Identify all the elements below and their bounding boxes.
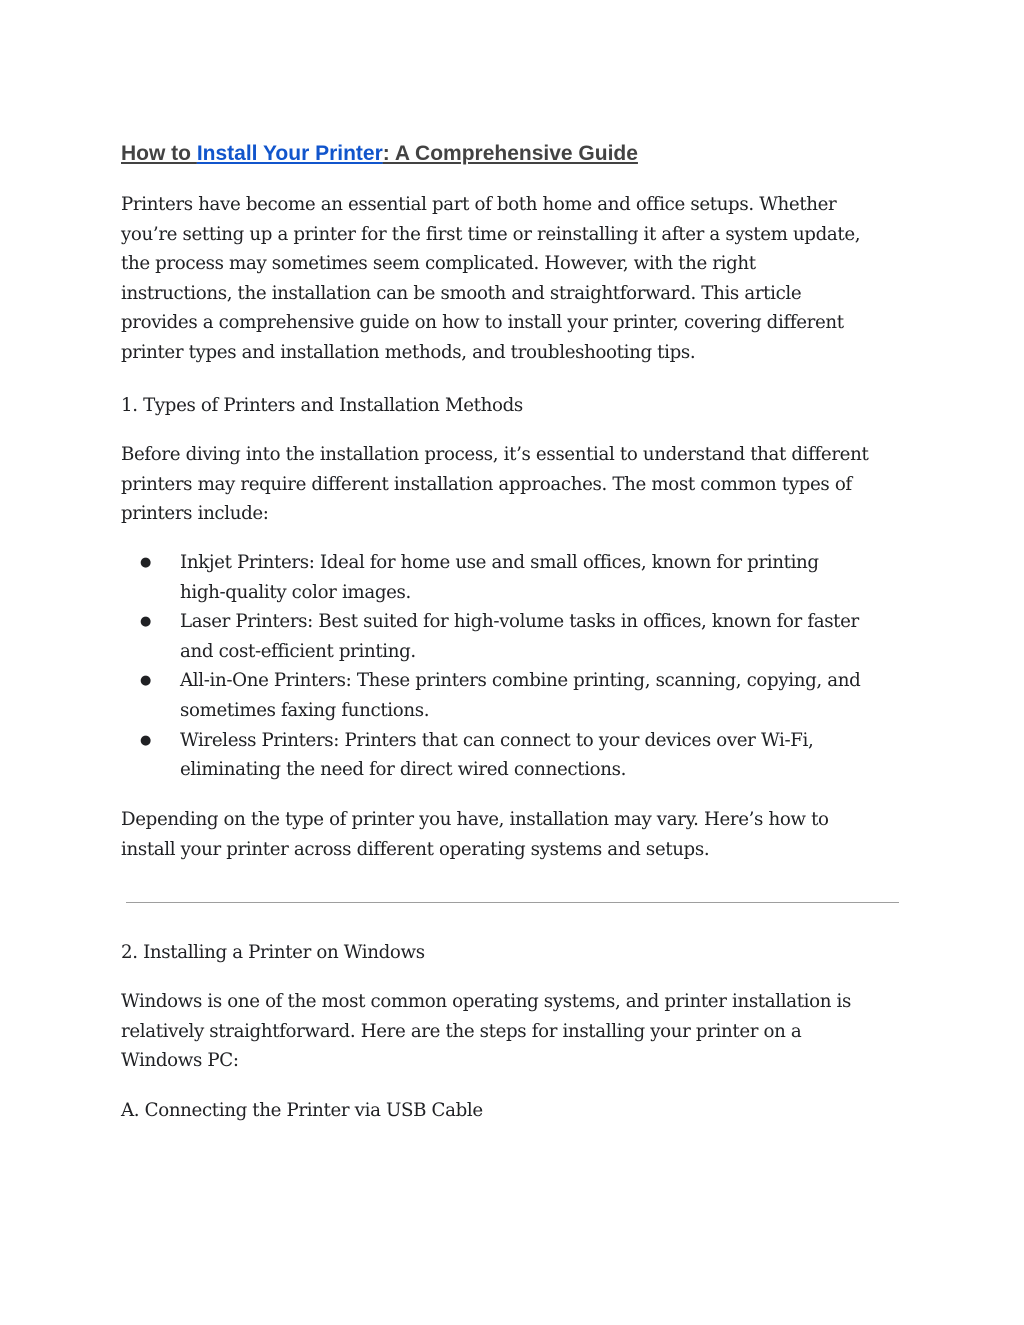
section-1-intro-line: Before diving into the installation process, it’s essential to understand that different [121,444,869,465]
section-1-outro-line: Depending on the type of printer you have, installation may vary. Here’s how to [121,809,829,830]
section-2-intro [121,987,911,1076]
intro-line: you’re setting up a printer for the first time or reinstalling it after a system update, [121,223,861,245]
printer-types-list [121,548,911,785]
bullet-icon: ● [140,732,151,748]
section-1-outro-line: install your printer across different operating systems and setups. [121,838,710,860]
section-1-outro [121,805,911,864]
intro-line: provides a comprehensive guide on how to install your printer, covering different [121,312,844,334]
section-2-heading: 2. Installing a Printer on Windows [121,942,425,963]
intro-line: Printers have become an essential part of both home and office setups. Whether [121,194,837,215]
list-item-laser: ● Laser Printers: Best suited for high-volume tasks in offices, known for faster and cost-efficient printing. [121,607,911,666]
section-1-heading: 1. Types of Printers and Installation Methods [121,395,523,416]
intro-line: instructions, the installation can be smooth and straightforward. This article [121,282,802,304]
title-suffix: : A Comprehensive Guide [382,142,638,165]
section-1-intro [121,440,911,529]
bullet-icon: ● [140,555,151,570]
title-prefix: How to [121,142,197,165]
section-1-intro-line: printers may require different installation approaches. The most common types of [121,473,852,495]
bullet-icon: ● [140,614,151,630]
section-2-intro-line: relatively straightforward. Here are the steps for installing your printer on a [121,1020,802,1042]
list-item-wireless: ● Wireless Printers: Printers that can connect to your devices over Wi-Fi, eliminating the need for direct wired connections. [121,726,911,785]
horizontal-divider [126,902,899,903]
section-2-intro-line: Windows is one of the most common operating systems, and printer installation is [121,991,851,1012]
list-item-inkjet: ● Inkjet Printers: Ideal for home use and small offices, known for printing high-quality color images. [121,548,911,607]
intro-line: the process may sometimes seem complicated. However, with the right [121,253,756,275]
intro-paragraph [121,190,911,368]
section-1-intro-line: printers include: [121,503,269,525]
section-2-intro-line: Windows PC: [121,1050,239,1072]
title-link[interactable]: Install Your Printer [196,142,383,165]
list-item-all-in-one: ● All-in-One Printers: These printers combine printing, scanning, copying, and sometimes faxing functions. [121,666,911,725]
bullet-icon: ● [140,673,151,689]
page-title [121,139,638,169]
subsection-a-heading: A. Connecting the Printer via USB Cable [121,1100,483,1121]
intro-line: printer types and installation methods, and troubleshooting tips. [121,341,696,363]
